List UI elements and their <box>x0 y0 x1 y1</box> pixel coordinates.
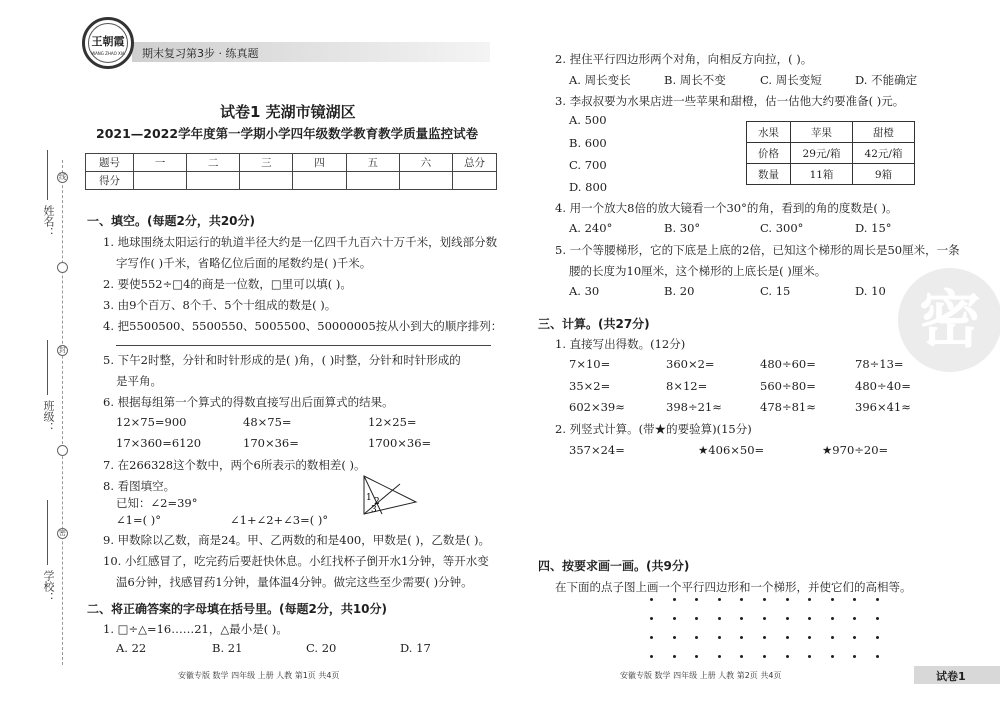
q6-cell: 17×360=6120 <box>116 436 202 450</box>
exam-subtitle: 2021—2022学年度第一学期小学四年级数学教育教学质量监控试卷 <box>96 126 479 141</box>
page-tab: 试卷1 <box>914 666 1000 684</box>
grid-dot[interactable] <box>831 636 834 639</box>
q8-answer-1: ∠1=( )° <box>116 513 161 527</box>
vertical-calc: ★970÷20= <box>822 443 889 457</box>
q7: 7. 在266328这个数中，两个6所表示的数相差( )。 <box>103 458 366 472</box>
fruit-cell: 水果 <box>747 122 791 143</box>
grid-dot[interactable] <box>876 598 879 601</box>
s2-q5-option[interactable]: D. 10 <box>855 284 886 298</box>
s2-q3: 3. 李叔叔要为水果店进一些苹果和甜橙，估一估他大约要准备( )元。 <box>555 94 905 108</box>
q5-line1: 5. 下午2时整，分针和时针形成的是( )角，( )时整，分针和时针形成的 <box>103 353 461 367</box>
brand-logo: 王朝霞 WANG ZHAO XIA <box>82 17 134 69</box>
s2-q4-option[interactable]: A. 240° <box>569 221 613 235</box>
grid-dot[interactable] <box>808 617 811 620</box>
score-cell[interactable] <box>293 172 346 190</box>
score-table <box>85 153 497 190</box>
s3-sub2: 2. 列竖式计算。(带★的要验算)(15分) <box>555 422 752 436</box>
s2-q3-option[interactable]: C. 700 <box>569 158 607 172</box>
calc-cell: 360×2= <box>666 357 715 371</box>
q6-cell: 12×25= <box>368 415 417 429</box>
cut-mark-dot2 <box>57 445 68 456</box>
grid-dot[interactable] <box>876 617 879 620</box>
grid-dot[interactable] <box>786 655 789 658</box>
s2-q4-option[interactable]: C. 300° <box>760 221 804 235</box>
q8-known: 已知：∠2=39° <box>116 496 198 510</box>
grid-dot[interactable] <box>695 655 698 658</box>
calc-cell: 396×41≈ <box>855 400 911 414</box>
school-label: 学校： <box>42 570 55 603</box>
school-field[interactable] <box>47 500 48 565</box>
grid-dot[interactable] <box>718 636 721 639</box>
footer-left: 安徽专版 数学 四年级 上册 人教 第1页 共4页 <box>178 671 340 680</box>
grid-dot[interactable] <box>718 598 721 601</box>
cut-mark-xian: 线 <box>59 173 66 181</box>
grid-dot[interactable] <box>853 655 856 658</box>
s2-q2-option[interactable]: D. 不能确定 <box>855 73 918 87</box>
cut-line <box>62 160 63 665</box>
q6-cell: 1700×36= <box>368 436 432 450</box>
score-head-cell: 一 <box>134 154 187 172</box>
grid-dot[interactable] <box>740 598 743 601</box>
fruit-cell: 苹果 <box>791 122 853 143</box>
grid-dot[interactable] <box>763 617 766 620</box>
calc-cell: 480÷40= <box>855 379 911 393</box>
grid-dot[interactable] <box>786 617 789 620</box>
fruit-cell: 9箱 <box>853 164 915 185</box>
score-head-cell: 三 <box>240 154 293 172</box>
s2-q1-option[interactable]: D. 17 <box>400 641 431 655</box>
grid-dot[interactable] <box>853 636 856 639</box>
grid-dot[interactable] <box>853 617 856 620</box>
s2-q1-option[interactable]: A. 22 <box>116 641 147 655</box>
score-cell[interactable] <box>399 172 452 190</box>
fruit-cell: 11箱 <box>791 164 853 185</box>
s3-sub1: 1. 直接写出得数。(12分) <box>555 337 686 351</box>
q6-cell: 48×75= <box>243 415 292 429</box>
grid-dot[interactable] <box>808 598 811 601</box>
grid-dot[interactable] <box>808 655 811 658</box>
binding-margin <box>0 0 78 708</box>
cut-mark-feng: 封 <box>59 346 66 354</box>
s2-q5-line1: 5. 一个等腰梯形，它的下底是上底的2倍，已知这个梯形的周长是50厘米，一条 <box>555 243 960 257</box>
cut-mark-mi: 密 <box>59 529 66 537</box>
calc-cell: 398÷21≈ <box>666 400 722 414</box>
grid-dot[interactable] <box>876 655 879 658</box>
s2-q4-option[interactable]: B. 30° <box>664 221 701 235</box>
grid-dot[interactable] <box>695 598 698 601</box>
grid-dot[interactable] <box>763 636 766 639</box>
q3: 3. 由9个百万、8个千、5个十组成的数是( )。 <box>103 298 337 312</box>
s2-q1-option[interactable]: C. 20 <box>306 641 337 655</box>
calc-cell: 7×10= <box>569 357 611 371</box>
s2-q2-option[interactable]: B. 周长不变 <box>664 73 726 87</box>
grid-dot[interactable] <box>673 617 676 620</box>
score-cell[interactable] <box>346 172 399 190</box>
score-head-cell: 五 <box>346 154 399 172</box>
s2-q5-option[interactable]: A. 30 <box>569 284 600 298</box>
q1-line1: 1. 地球围绕太阳运行的轨道半径大约是一亿四千九百六十万千米，划线部分数 <box>103 235 498 249</box>
s2-q4: 4. 用一个放大8倍的放大镜看一个30°的角，看到的角的度数是( )。 <box>555 201 898 215</box>
q10-line1: 10. 小红感冒了，吃完药后要赶快休息。小红找杯子倒开水1分钟，等开水变 <box>103 554 489 568</box>
exam-title: 试卷1 芜湖市镜湖区 <box>220 103 356 121</box>
score-cell[interactable] <box>134 172 187 190</box>
q8: 8. 看图填空。 <box>103 479 176 493</box>
grid-dot[interactable] <box>650 655 653 658</box>
angle-label-2: 2 <box>374 497 380 507</box>
grid-dot[interactable] <box>673 636 676 639</box>
q4: 4. 把5500500、5500550、5005500、50000005按从小到大的顺序排列： <box>103 319 503 333</box>
grid-dot[interactable] <box>831 598 834 601</box>
calc-cell: 78÷13= <box>855 357 904 371</box>
section1-heading: 一、填空。(每题2分，共20分) <box>87 214 256 228</box>
score-cell[interactable] <box>453 172 497 190</box>
calc-cell: 480÷60= <box>760 357 816 371</box>
fruit-cell: 甜橙 <box>853 122 915 143</box>
q1-line2: 字写作( )千米，省略亿位后面的尾数约是( )千米。 <box>116 256 372 270</box>
grid-dot[interactable] <box>808 636 811 639</box>
s2-q2: 2. 捏住平行四边形两个对角，向相反方向拉，( )。 <box>555 52 813 66</box>
angle-label-3: 3 <box>371 505 377 515</box>
q8-answer-2: ∠1+∠2+∠3=( )° <box>230 513 329 527</box>
name-field[interactable] <box>47 150 48 200</box>
grid-dot[interactable] <box>853 598 856 601</box>
grid-dot[interactable] <box>740 655 743 658</box>
score-head-cell: 总分 <box>453 154 497 172</box>
calc-cell: 478÷81≈ <box>760 400 816 414</box>
s2-q2-option[interactable]: A. 周长变长 <box>569 73 631 87</box>
grid-dot[interactable] <box>831 655 834 658</box>
score-row-label: 得分 <box>86 172 134 190</box>
grid-dot[interactable] <box>786 636 789 639</box>
q2: 2. 要使552÷□4的商是一位数，□里可以填( )。 <box>103 277 352 291</box>
grid-dot[interactable] <box>673 598 676 601</box>
s2-q3-option[interactable]: B. 600 <box>569 136 607 150</box>
score-head-cell: 六 <box>399 154 452 172</box>
grid-dot[interactable] <box>650 617 653 620</box>
score-head-cell: 四 <box>293 154 346 172</box>
vertical-calc: 357×24= <box>569 443 625 457</box>
s4-instruction: 在下面的点子图上画一个平行四边形和一个梯形，并使它们的高相等。 <box>555 580 912 594</box>
angle-label-1: 1 <box>366 493 372 503</box>
grid-dot[interactable] <box>763 655 766 658</box>
grid-dot[interactable] <box>695 636 698 639</box>
grid-dot[interactable] <box>831 617 834 620</box>
dot-grid[interactable] <box>650 598 910 664</box>
grid-dot[interactable] <box>673 655 676 658</box>
footer-right: 安徽专版 数学 四年级 上册 人教 第2页 共4页 <box>620 671 782 680</box>
score-head-cell: 二 <box>187 154 240 172</box>
section2-heading: 二、将正确答案的字母填在括号里。(每题2分，共10分) <box>87 602 388 616</box>
s2-q1-option[interactable]: B. 21 <box>212 641 243 655</box>
cut-mark-dot <box>57 262 68 273</box>
class-field[interactable] <box>47 340 48 395</box>
grid-dot[interactable] <box>876 636 879 639</box>
fruit-table <box>746 121 915 185</box>
fruit-cell: 42元/箱 <box>853 143 915 164</box>
section3-heading: 三、计算。(共27分) <box>538 317 650 331</box>
q6-cell: 170×36= <box>243 436 299 450</box>
q6-cell: 12×75=900 <box>116 415 187 429</box>
grid-dot[interactable] <box>740 636 743 639</box>
calc-cell: 35×2= <box>569 379 611 393</box>
grid-dot[interactable] <box>650 636 653 639</box>
grid-dot[interactable] <box>650 598 653 601</box>
vertical-calc: ★406×50= <box>698 443 765 457</box>
grid-dot[interactable] <box>718 655 721 658</box>
q8-angle-figure <box>360 474 420 516</box>
section4-heading: 四、按要求画一画。(共9分) <box>538 559 690 573</box>
q6: 6. 根据每组第一个算式的得数直接写出后面算式的结果。 <box>103 395 394 409</box>
calc-cell: 602×39≈ <box>569 400 625 414</box>
q4-answer-line[interactable] <box>116 345 491 346</box>
grid-dot[interactable] <box>740 617 743 620</box>
grid-dot[interactable] <box>786 598 789 601</box>
calc-cell: 560÷80= <box>760 379 816 393</box>
fruit-cell: 价格 <box>747 143 791 164</box>
secret-watermark: 密 <box>898 268 1000 372</box>
s2-q3-option[interactable]: A. 500 <box>569 113 607 127</box>
s2-q5-option[interactable]: B. 20 <box>664 284 695 298</box>
name-label: 姓名： <box>42 205 55 238</box>
s2-q3-option[interactable]: D. 800 <box>569 180 608 194</box>
q5-line2: 是平角。 <box>116 374 162 388</box>
grid-dot[interactable] <box>718 617 721 620</box>
calc-cell: 8×12= <box>666 379 708 393</box>
s2-q2-option[interactable]: C. 周长变短 <box>760 73 822 87</box>
s2-q1: 1. □÷△=16……21，△最小是( )。 <box>103 622 288 636</box>
review-banner: 期末复习第3步 · 练真题 <box>132 42 490 62</box>
s2-q5-line2: 腰的长度为10厘米，这个梯形的上底长是( )厘米。 <box>569 264 827 278</box>
grid-dot[interactable] <box>763 598 766 601</box>
fruit-cell: 数量 <box>747 164 791 185</box>
fruit-cell: 29元/箱 <box>791 143 853 164</box>
grid-dot[interactable] <box>695 617 698 620</box>
q9: 9. 甲数除以乙数，商是24。甲、乙两数的和是400，甲数是( )，乙数是( )。 <box>103 533 490 547</box>
q10-line2: 温6分钟，找感冒药1分钟，量体温4分钟。做完这些至少需要( )分钟。 <box>116 575 473 589</box>
s2-q4-option[interactable]: D. 15° <box>855 221 892 235</box>
class-label: 班级： <box>42 400 55 433</box>
score-head-cell: 题号 <box>86 154 134 172</box>
score-cell[interactable] <box>187 172 240 190</box>
score-cell[interactable] <box>240 172 293 190</box>
s2-q5-option[interactable]: C. 15 <box>760 284 791 298</box>
